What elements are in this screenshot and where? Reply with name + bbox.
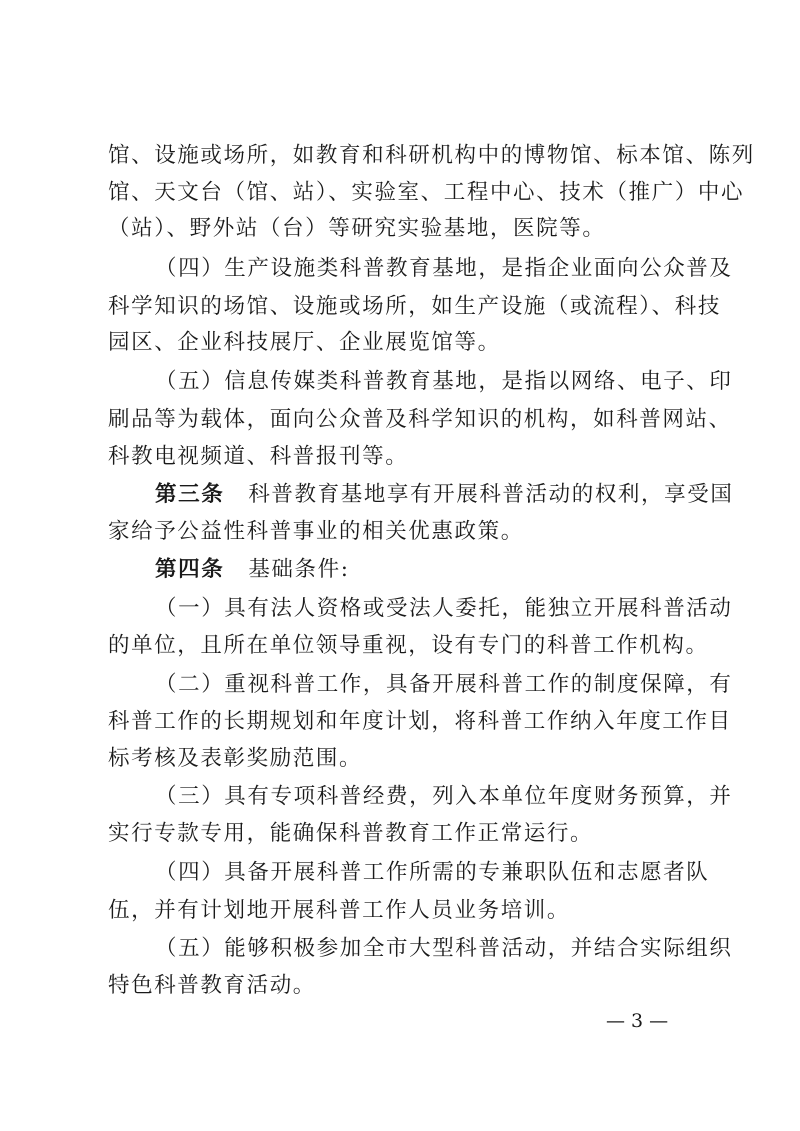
article-heading: 第三条 [155, 482, 225, 507]
body-line: 伍，并有计划地开展科普工作人员业务培训。 [108, 898, 571, 923]
body-line: 馆、设施或场所，如教育和科研机构中的博物馆、标本馆、陈列 [108, 143, 755, 168]
body-line: （一）具有法人资格或受法人委托，能独立开展科普活动 [155, 596, 733, 621]
body-line: 园区、企业科技展厅、企业展览馆等。 [108, 330, 501, 355]
body-line: 科普工作的长期规划和年度计划，将科普工作纳入年度工作目 [108, 709, 732, 734]
body-line: 特色科普教育活动。 [108, 973, 316, 998]
body-line: 的单位，且所在单位领导重视，设有专门的科普工作机构。 [108, 633, 709, 658]
article-text: 科普教育基地享有开展科普活动的权利，享受国 [248, 482, 734, 507]
article-four-line [155, 555, 350, 585]
body-line: （二）重视科普工作，具备开展科普工作的制度保障，有 [155, 672, 733, 697]
body-line: （五）信息传媒类科普教育基地，是指以网络、电子、印 [155, 369, 733, 394]
body-line: （站）、野外站（台）等研究实验基地，医院等。 [108, 216, 606, 241]
body-line: 科学知识的场馆、设施或场所，如生产设施（或流程）、科技 [108, 294, 721, 319]
article-text: 基础条件: [248, 557, 350, 582]
article-three-line [155, 480, 733, 510]
body-line: 科教电视频道、科普报刊等。 [108, 444, 409, 469]
body-line: 馆、天文台（馆、站）、实验室、工程中心、技术（推广）中心 [108, 180, 745, 205]
body-line: （四）具备开展科普工作所需的专兼职队伍和志愿者队 [155, 860, 710, 885]
body-line: （五）能够积极参加全市大型科普活动，并结合实际组织 [155, 936, 733, 961]
article-heading: 第四条 [155, 557, 225, 582]
body-line: （三）具有专项科普经费，列入本单位年度财务预算，并 [155, 784, 733, 809]
body-line: 家给予公益性科普事业的相关优惠政策。 [108, 519, 524, 544]
body-line: 实行专款专用，能确保科普教育工作正常运行。 [108, 821, 594, 846]
body-line: 刷品等为载体，面向公众普及科学知识的机构，如科普网站、 [108, 407, 732, 432]
body-line: （四）生产设施类科普教育基地，是指企业面向公众普及 [155, 256, 733, 281]
body-line: 标考核及表彰奖励范围。 [108, 746, 363, 771]
page-number: — 3 — [606, 1010, 669, 1032]
